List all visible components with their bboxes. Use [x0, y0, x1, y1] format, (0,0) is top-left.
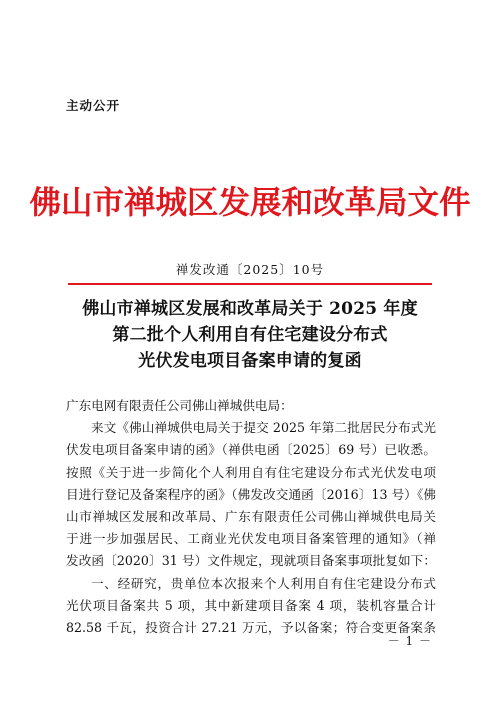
body-line: 于进一步加强居民、工商业光伏发电项目备案管理的通知》（禅 [66, 531, 436, 547]
body-line: 发改函〔2020〕31 号）文件规定，现就项目备案事项批复如下： [66, 553, 436, 569]
issuing-org-header: 佛山市禅城区发展和改革局文件 [29, 184, 471, 221]
subject-line: 第二批个人利用自有住宅建设分布式 [112, 325, 388, 345]
body-line: 82.58 千瓦，投资合计 27.21 万元，予以备案；符合变更备案条 [66, 619, 436, 635]
subject-line: 佛山市禅城区发展和改革局关于 2025 年度 [82, 299, 418, 319]
body-line: 一、经研究，贵单位本次报来个人利用自有住宅建设分布式 [91, 575, 436, 591]
body-line: 光伏项目备案共 5 项，其中新建项目备案 4 项，装机容量合计 [66, 597, 436, 613]
disclosure-label: 主动公开 [66, 98, 121, 113]
body-line: 目进行登记及备案程序的函》（佛发改交通函〔2016〕13 号）《佛 [66, 486, 436, 502]
body-line: 来文《佛山禅城供电局关于提交 2025 年第二批居民分布式光 [91, 420, 436, 436]
document-subject [0, 296, 500, 374]
document-body [66, 395, 436, 639]
body-line: 按照《关于进一步简化个人利用自有住宅建设分布式光伏发电项 [66, 464, 436, 480]
body-line: 山市禅城区发展和改革局、广东有限责任公司佛山禅城供电局关 [66, 508, 436, 524]
recipient-line: 广东电网有限责任公司佛山禅城供电局： [66, 398, 293, 413]
body-line: 伏发电项目备案申请的函》（禅供电函〔2025〕69 号）已收悉。 [66, 442, 436, 458]
document-number: 禅发改通〔2025〕10号 [175, 262, 325, 277]
subject-line: 光伏发电项目备案申请的复函 [138, 351, 362, 371]
page-number: － 1 － [387, 634, 432, 648]
red-separator-line [68, 283, 432, 285]
